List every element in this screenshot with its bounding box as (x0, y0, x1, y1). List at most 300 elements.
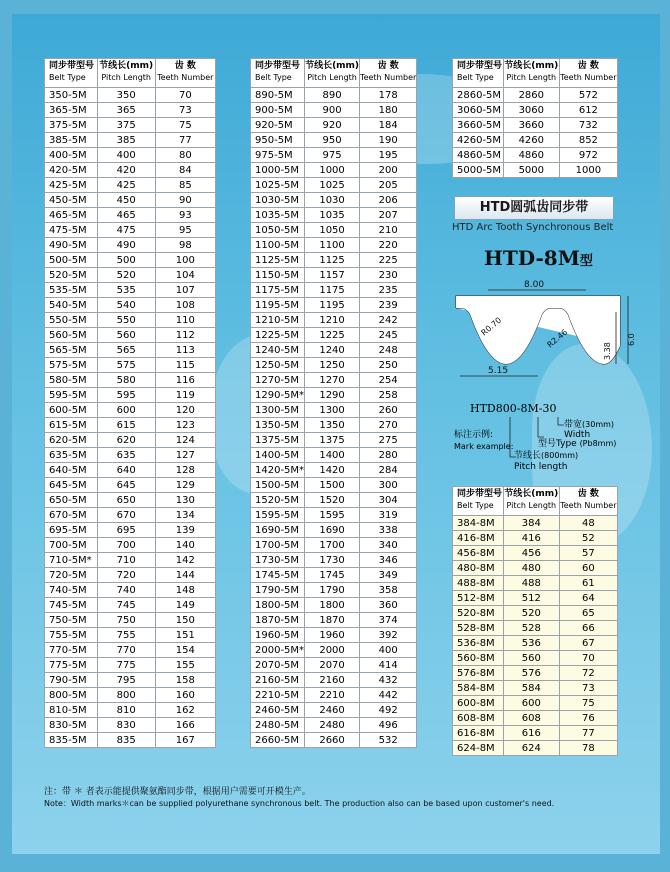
belt-type-cell: 500-5M (45, 253, 98, 268)
pitch-length-cell: 575 (97, 358, 155, 373)
teeth-number-cell: 72 (559, 666, 617, 681)
pitch-length-cell: 512 (503, 591, 559, 606)
pitch-length-cell: 1800 (305, 598, 360, 613)
pitch-length-cell: 1210 (305, 313, 360, 328)
belt-type-cell: 645-5M (45, 478, 98, 493)
belt-type-cell: 384-8M (453, 516, 504, 531)
belt-type-cell: 2160-5M (251, 673, 305, 688)
belt-type-cell: 670-5M (45, 508, 98, 523)
teeth-number-cell: 167 (155, 733, 215, 748)
belt-type-cell: 1800-5M (251, 598, 305, 613)
pitch-length-cell: 1035 (305, 208, 360, 223)
belt-type-cell: 745-5M (45, 598, 98, 613)
table-row (251, 358, 417, 373)
table-row (45, 268, 216, 283)
teeth-number-cell: 205 (360, 178, 417, 193)
table-row (45, 583, 216, 598)
belt-type-cell: 920-5M (251, 118, 305, 133)
pitch-length-cell: 520 (97, 268, 155, 283)
table-row (251, 478, 417, 493)
belt-type-cell: 375-5M (45, 118, 98, 133)
table-row (45, 388, 216, 403)
teeth-number-cell: 151 (155, 628, 215, 643)
belt-type-cell: 465-5M (45, 208, 98, 223)
teeth-number-cell: 155 (155, 658, 215, 673)
pitch-length-cell: 1350 (305, 418, 360, 433)
teeth-number-cell: 120 (155, 403, 215, 418)
mark-type: 型号Type (Pb8mm) (538, 439, 617, 449)
table-row (251, 433, 417, 448)
belt-type-cell: 5000-5M (453, 163, 504, 178)
height-label: 6.0 (627, 333, 636, 346)
teeth-number-cell: 200 (360, 163, 417, 178)
table-row (453, 118, 618, 133)
table-row (45, 523, 216, 538)
table-row (251, 403, 417, 418)
teeth-number-cell: 84 (155, 163, 215, 178)
teeth-number-cell: 190 (360, 133, 417, 148)
belt-type-cell: 710-5M* (45, 553, 98, 568)
table-row (251, 148, 417, 163)
belt-type-cell: 536-8M (453, 636, 504, 651)
table-row (45, 403, 216, 418)
teeth-number-cell: 166 (155, 718, 215, 733)
teeth-number-cell: 64 (559, 591, 617, 606)
table-row (251, 193, 417, 208)
pitch-length-cell: 750 (97, 613, 155, 628)
teeth-number-cell: 65 (559, 606, 617, 621)
belt-type-cell: 1730-5M (251, 553, 305, 568)
pitch-length-cell: 1500 (305, 478, 360, 493)
belt-type-cell: 624-8M (453, 741, 504, 756)
table-row (45, 103, 216, 118)
table-header-row (45, 59, 216, 88)
teeth-number-cell: 319 (360, 508, 417, 523)
mark-length: 节线长(800mm) Pitch length (514, 451, 579, 472)
table-row (251, 598, 417, 613)
pitch-length-cell: 595 (97, 388, 155, 403)
table-row (251, 253, 417, 268)
belt-type-cell: 2480-5M (251, 718, 305, 733)
table-row (251, 583, 417, 598)
table-row (453, 591, 618, 606)
pitch-length-cell: 620 (97, 433, 155, 448)
teeth-number-cell: 612 (559, 103, 617, 118)
belt-type-cell: 950-5M (251, 133, 305, 148)
table-row (45, 568, 216, 583)
pitch-length-cell: 650 (97, 493, 155, 508)
mark-example-label: 标注示例: Mark example: (454, 430, 514, 451)
header-teeth-number: 齿 数 Teeth Number (155, 59, 215, 88)
table-row (45, 118, 216, 133)
pitch-length-cell: 475 (97, 223, 155, 238)
radius-r070-label: R0.70 (479, 315, 504, 338)
pitch-length-cell: 1225 (305, 328, 360, 343)
pitch-length-cell: 5000 (503, 163, 559, 178)
belt-type-cell: 1790-5M (251, 583, 305, 598)
belt-type-cell: 2460-5M (251, 703, 305, 718)
belt-type-cell: 1375-5M (251, 433, 305, 448)
table-row (45, 178, 216, 193)
table-row (453, 103, 618, 118)
belt-type-cell: 1225-5M (251, 328, 305, 343)
teeth-number-cell: 360 (360, 598, 417, 613)
belt-type-cell: 975-5M (251, 148, 305, 163)
table-row (453, 636, 618, 651)
belt-type-cell: 1240-5M (251, 343, 305, 358)
teeth-number-cell: 242 (360, 313, 417, 328)
teeth-number-cell: 112 (155, 328, 215, 343)
teeth-number-cell: 142 (155, 553, 215, 568)
teeth-number-cell: 442 (360, 688, 417, 703)
teeth-number-cell: 258 (360, 388, 417, 403)
pitch-length-cell: 4860 (503, 148, 559, 163)
table-row (45, 163, 216, 178)
pitch-length-cell: 635 (97, 448, 155, 463)
table-row (45, 358, 216, 373)
teeth-number-cell: 300 (360, 478, 417, 493)
teeth-number-cell: 134 (155, 508, 215, 523)
pitch-length-cell: 3660 (503, 118, 559, 133)
teeth-number-cell: 239 (360, 298, 417, 313)
teeth-number-cell: 496 (360, 718, 417, 733)
belt-type-cell: 810-5M (45, 703, 98, 718)
belt-type-cell: 1700-5M (251, 538, 305, 553)
belt-type-cell: 450-5M (45, 193, 98, 208)
teeth-number-cell: 80 (155, 148, 215, 163)
teeth-number-cell: 162 (155, 703, 215, 718)
teeth-number-cell: 154 (155, 643, 215, 658)
teeth-number-cell: 124 (155, 433, 215, 448)
teeth-number-cell: 127 (155, 448, 215, 463)
belt-type-cell: 488-8M (453, 576, 504, 591)
pitch-length-cell: 670 (97, 508, 155, 523)
belt-type-cell: 615-5M (45, 418, 98, 433)
pitch-length-cell: 1595 (305, 508, 360, 523)
pitch-length-cell: 755 (97, 628, 155, 643)
table-row (453, 666, 618, 681)
teeth-number-cell: 270 (360, 418, 417, 433)
table-row (45, 238, 216, 253)
belt-type-cell: 2860-5M (453, 88, 504, 103)
teeth-number-cell: 129 (155, 478, 215, 493)
pitch-length-cell: 565 (97, 343, 155, 358)
belt-type-cell: 480-8M (453, 561, 504, 576)
belt-type-cell: 1100-5M (251, 238, 305, 253)
table-row (453, 163, 618, 178)
table-row (45, 538, 216, 553)
table-row (251, 688, 417, 703)
table-row (45, 508, 216, 523)
teeth-number-cell: 284 (360, 463, 417, 478)
teeth-number-cell: 432 (360, 673, 417, 688)
belt-type-cell: 1175-5M (251, 283, 305, 298)
pitch-length-cell: 835 (97, 733, 155, 748)
belt-type-cell: 1420-5M* (251, 463, 305, 478)
teeth-number-cell: 732 (559, 118, 617, 133)
pitch-length-cell: 1375 (305, 433, 360, 448)
htd-banner: HTD圆弧齿同步带 (454, 196, 614, 220)
table-row (251, 658, 417, 673)
teeth-number-cell: 184 (360, 118, 417, 133)
pitch-length-cell: 584 (503, 681, 559, 696)
teeth-number-cell: 414 (360, 658, 417, 673)
pitch-length-cell: 700 (97, 538, 155, 553)
pitch-length-cell: 2480 (305, 718, 360, 733)
table-row (45, 598, 216, 613)
teeth-number-cell: 207 (360, 208, 417, 223)
pitch-length-cell: 350 (97, 88, 155, 103)
belt-type-cell: 3660-5M (453, 118, 504, 133)
teeth-number-cell: 57 (559, 546, 617, 561)
teeth-number-cell: 77 (155, 133, 215, 148)
pitch-length-cell: 425 (97, 178, 155, 193)
teeth-number-cell: 852 (559, 133, 617, 148)
teeth-number-cell: 116 (155, 373, 215, 388)
teeth-number-cell: 149 (155, 598, 215, 613)
teeth-number-cell: 70 (559, 651, 617, 666)
teeth-number-cell: 115 (155, 358, 215, 373)
belt-type-cell: 1025-5M (251, 178, 305, 193)
table-row (45, 283, 216, 298)
belt-type-cell: 475-5M (45, 223, 98, 238)
pitch-length-cell: 1790 (305, 583, 360, 598)
teeth-number-cell: 492 (360, 703, 417, 718)
belt-type-cell: 1125-5M (251, 253, 305, 268)
teeth-number-cell: 195 (360, 148, 417, 163)
pitch-length-cell: 745 (97, 598, 155, 613)
teeth-number-cell: 76 (559, 711, 617, 726)
pitch-length-cell: 1000 (305, 163, 360, 178)
belt-type-cell: 620-5M (45, 433, 98, 448)
belt-type-cell: 580-5M (45, 373, 98, 388)
teeth-number-cell: 235 (360, 283, 417, 298)
belt-type-cell: 2210-5M (251, 688, 305, 703)
pitch-length-cell: 1030 (305, 193, 360, 208)
table-header-row (453, 59, 618, 88)
belt-table-5m-part1 (44, 58, 216, 748)
table-row (251, 448, 417, 463)
table-row (251, 523, 417, 538)
teeth-number-cell: 374 (360, 613, 417, 628)
table-row (45, 463, 216, 478)
belt-type-cell: 695-5M (45, 523, 98, 538)
teeth-number-cell: 123 (155, 418, 215, 433)
pitch-length-cell: 2460 (305, 703, 360, 718)
teeth-number-cell: 230 (360, 268, 417, 283)
table-row (45, 298, 216, 313)
pitch-length-cell: 580 (97, 373, 155, 388)
note-chinese: 注：带 ＊ 者表示能提供聚氨酯同步带，根据用户需要可开模生产。 (44, 787, 311, 797)
pitch-length-cell: 1175 (305, 283, 360, 298)
table-row (251, 118, 417, 133)
pitch-length-cell: 1100 (305, 238, 360, 253)
belt-type-cell: 512-8M (453, 591, 504, 606)
teeth-number-cell: 338 (360, 523, 417, 538)
belt-table-5m-part2 (250, 58, 417, 748)
belt-type-cell: 608-8M (453, 711, 504, 726)
pitch-length-cell: 800 (97, 688, 155, 703)
pitch-length-cell: 1125 (305, 253, 360, 268)
pitch-length-cell: 536 (503, 636, 559, 651)
teeth-number-cell: 73 (155, 103, 215, 118)
table-row (45, 493, 216, 508)
teeth-number-cell: 77 (559, 726, 617, 741)
table-row (45, 703, 216, 718)
pitch-length-cell: 500 (97, 253, 155, 268)
teeth-number-cell: 78 (559, 741, 617, 756)
table-row (45, 223, 216, 238)
belt-type-cell: 775-5M (45, 658, 98, 673)
table-row (45, 733, 216, 748)
belt-type-cell: 1030-5M (251, 193, 305, 208)
pitch-length-cell: 1025 (305, 178, 360, 193)
belt-type-cell: 1270-5M (251, 373, 305, 388)
teeth-number-cell: 130 (155, 493, 215, 508)
belt-type-cell: 640-5M (45, 463, 98, 478)
pitch-length-cell: 1250 (305, 358, 360, 373)
teeth-number-cell: 119 (155, 388, 215, 403)
table-row (45, 718, 216, 733)
belt-type-cell: 4860-5M (453, 148, 504, 163)
belt-type-cell: 560-8M (453, 651, 504, 666)
pitch-length-cell: 1520 (305, 493, 360, 508)
pitch-length-cell: 1870 (305, 613, 360, 628)
belt-type-cell: 635-5M (45, 448, 98, 463)
note-english: Note：Width marks＊can be supplied polyurethane synchronous belt. The production also can be based upon customer's need. (44, 799, 555, 808)
table-row (453, 741, 618, 756)
table-row (251, 703, 417, 718)
belt-type-cell: 1150-5M (251, 268, 305, 283)
belt-type-cell: 650-5M (45, 493, 98, 508)
belt-type-cell: 1400-5M (251, 448, 305, 463)
pitch-length-cell: 615 (97, 418, 155, 433)
table-row (251, 373, 417, 388)
belt-type-cell: 616-8M (453, 726, 504, 741)
belt-type-cell: 1350-5M (251, 418, 305, 433)
table-row (45, 673, 216, 688)
belt-type-cell: 755-5M (45, 628, 98, 643)
table-row (251, 508, 417, 523)
pitch-length-cell: 456 (503, 546, 559, 561)
pitch-length-cell: 2070 (305, 658, 360, 673)
table-row (45, 328, 216, 343)
belt-type-cell: 600-8M (453, 696, 504, 711)
header-teeth-number: 齿 数 Teeth Number (360, 59, 417, 88)
teeth-number-cell: 304 (360, 493, 417, 508)
table-row (45, 313, 216, 328)
belt-type-cell: 595-5M (45, 388, 98, 403)
belt-type-cell: 528-8M (453, 621, 504, 636)
pitch-length-cell: 488 (503, 576, 559, 591)
teeth-number-cell: 220 (360, 238, 417, 253)
belt-type-cell: 900-5M (251, 103, 305, 118)
pitch-length-cell: 1270 (305, 373, 360, 388)
table-row (453, 726, 618, 741)
table-row (45, 448, 216, 463)
table-row (45, 613, 216, 628)
table-row (45, 133, 216, 148)
mark-width: 带宽(30mm) Width (564, 420, 615, 440)
belt-type-cell: 416-8M (453, 531, 504, 546)
belt-type-cell: 830-5M (45, 718, 98, 733)
table-row (45, 193, 216, 208)
htd-model-title: HTD-8M型 (484, 246, 593, 270)
teeth-number-cell: 532 (360, 733, 417, 748)
teeth-number-cell: 392 (360, 628, 417, 643)
pitch-length-cell: 1195 (305, 298, 360, 313)
belt-type-cell: 520-5M (45, 268, 98, 283)
teeth-number-cell: 148 (155, 583, 215, 598)
header-pitch-length: 节线长(mm) Pitch Length (503, 59, 559, 88)
teeth-number-cell: 85 (155, 178, 215, 193)
teeth-number-cell: 178 (360, 88, 417, 103)
pitch-length-cell: 810 (97, 703, 155, 718)
belt-type-cell: 1195-5M (251, 298, 305, 313)
teeth-number-cell: 225 (360, 253, 417, 268)
teeth-number-cell: 254 (360, 373, 417, 388)
belt-type-cell: 4260-5M (453, 133, 504, 148)
tooth-profile-diagram (448, 276, 638, 386)
belt-type-cell: 385-5M (45, 133, 98, 148)
teeth-number-cell: 572 (559, 88, 617, 103)
belt-type-cell: 3060-5M (453, 103, 504, 118)
pitch-length-cell: 1400 (305, 448, 360, 463)
belt-type-cell: 1690-5M (251, 523, 305, 538)
pitch-label: 8.00 (524, 280, 545, 290)
pitch-length-cell: 576 (503, 666, 559, 681)
header-pitch-length: 节线长(mm) Pitch Length (503, 487, 559, 516)
header-belt-type: 同步带型号 Belt Type (45, 59, 98, 88)
belt-table-5m-part3 (452, 58, 618, 178)
width-label: 5.15 (488, 366, 509, 376)
pitch-length-cell: 1700 (305, 538, 360, 553)
belt-type-cell: 490-5M (45, 238, 98, 253)
table-row (251, 103, 417, 118)
teeth-number-cell: 61 (559, 576, 617, 591)
belt-type-cell: 790-5M (45, 673, 98, 688)
pitch-length-cell: 740 (97, 583, 155, 598)
header-pitch-length: 节线长(mm) Pitch Length (97, 59, 155, 88)
pitch-length-cell: 1240 (305, 343, 360, 358)
belt-type-cell: 520-8M (453, 606, 504, 621)
belt-type-cell: 575-5M (45, 358, 98, 373)
belt-type-cell: 550-5M (45, 313, 98, 328)
table-row (251, 133, 417, 148)
belt-type-cell: 1595-5M (251, 508, 305, 523)
header-belt-type: 同步带型号 Belt Type (453, 59, 504, 88)
pitch-length-cell: 420 (97, 163, 155, 178)
pitch-length-cell: 2210 (305, 688, 360, 703)
belt-type-cell: 1035-5M (251, 208, 305, 223)
teeth-number-cell: 248 (360, 343, 417, 358)
pitch-length-cell: 600 (503, 696, 559, 711)
header-belt-type: 同步带型号 Belt Type (251, 59, 305, 88)
belt-type-cell: 1520-5M (251, 493, 305, 508)
table-row (453, 711, 618, 726)
radius-r246-label: R2.46 (545, 327, 570, 350)
header-belt-type: 同步带型号 Belt Type (453, 487, 504, 516)
belt-type-cell: 1050-5M (251, 223, 305, 238)
table-row (45, 343, 216, 358)
belt-type-cell: 560-5M (45, 328, 98, 343)
belt-type-cell: 750-5M (45, 613, 98, 628)
table-header-row (453, 487, 618, 516)
pitch-length-cell: 540 (97, 298, 155, 313)
table-row (251, 493, 417, 508)
table-row (251, 88, 417, 103)
pitch-length-cell: 710 (97, 553, 155, 568)
